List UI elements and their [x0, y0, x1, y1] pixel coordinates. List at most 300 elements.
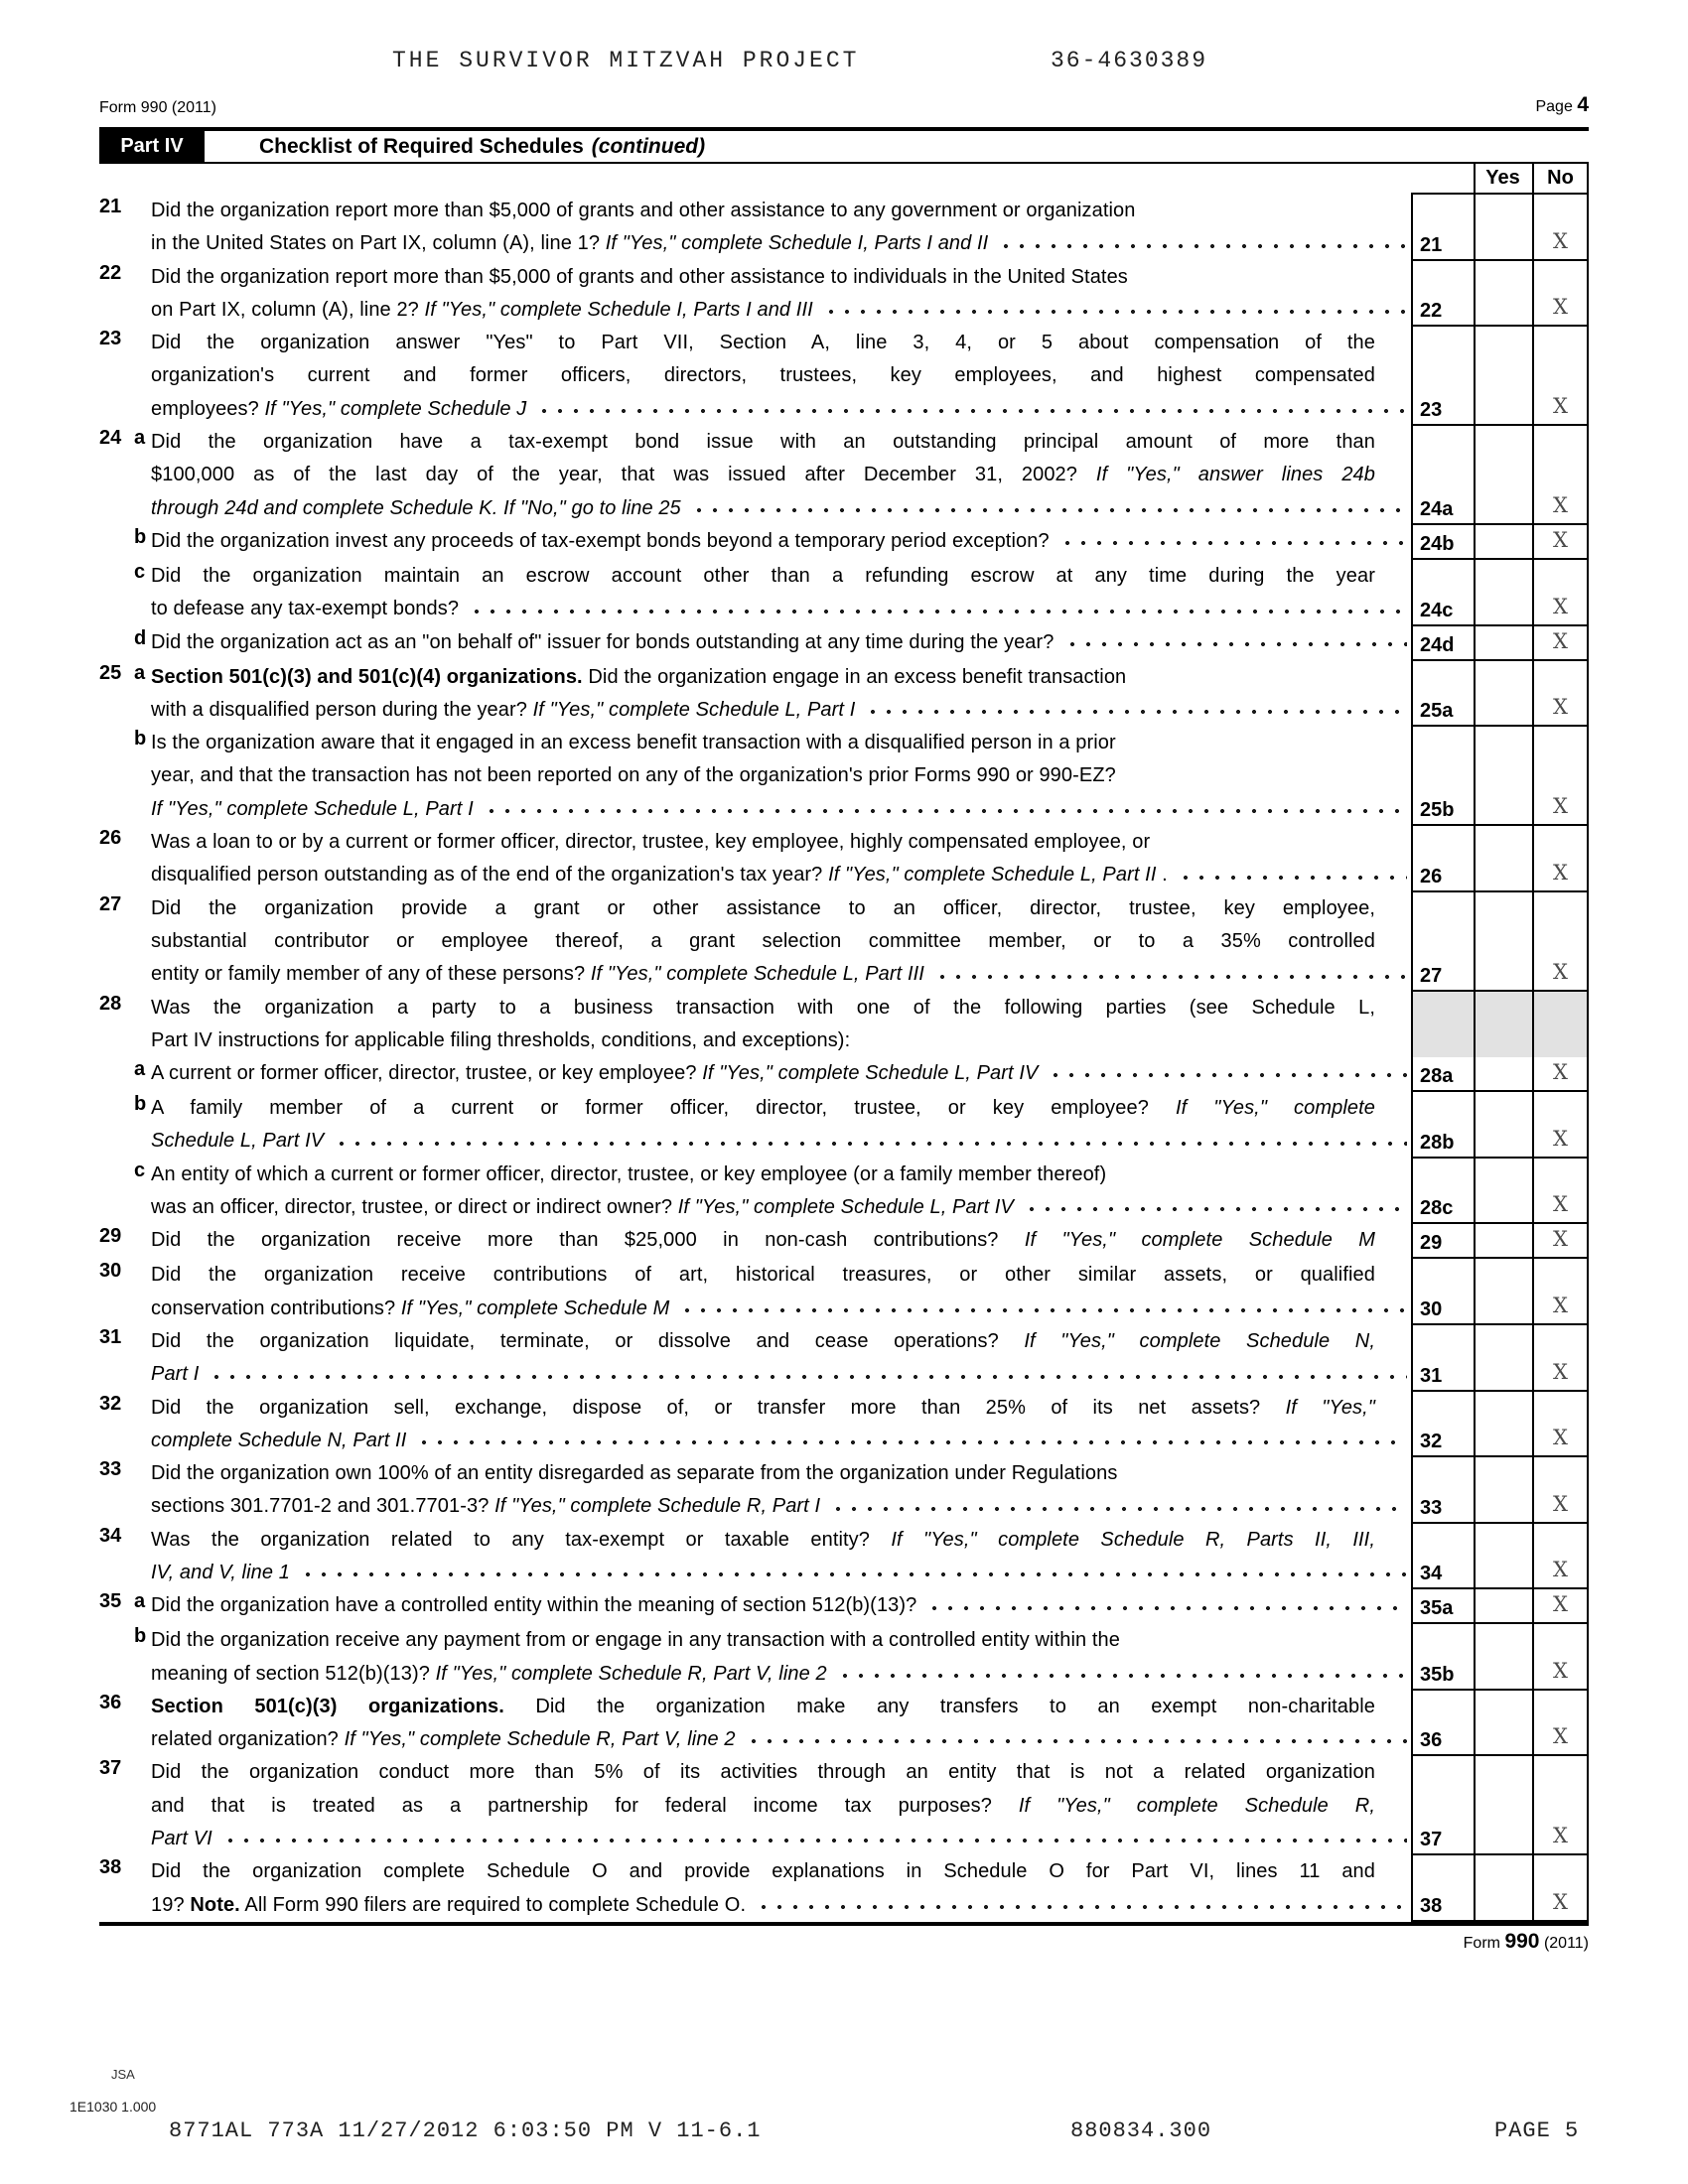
question-text-segment: If "Yes," complete Schedule L, Part III [590, 963, 924, 986]
no-answer-cell [1532, 1524, 1589, 1588]
dotted-leader [926, 1589, 1407, 1622]
yes-column-header: Yes [1485, 167, 1520, 189]
no-answer-cell [1532, 1691, 1589, 1755]
question-number [99, 1589, 151, 1624]
question-row [99, 1325, 1589, 1392]
line-number-box [1411, 1855, 1474, 1920]
question-text-segment: Part I [151, 1363, 200, 1386]
question-number-label [99, 1092, 134, 1159]
question-subletter [134, 327, 151, 426]
question-line [151, 759, 1411, 792]
no-answer-cell [1532, 1325, 1589, 1390]
line-number-box [1411, 1392, 1474, 1456]
no-column-header: No [1547, 167, 1574, 189]
dotted-leader [837, 1658, 1407, 1691]
dotted-leader [1178, 859, 1407, 891]
question-number-label [99, 1057, 134, 1092]
no-answer-cell [1532, 525, 1589, 558]
question-line [151, 1691, 1411, 1723]
question-number-label: 33 [99, 1458, 122, 1481]
question-text-segment: If "Yes," complete [1175, 1097, 1376, 1120]
line-number-label: 30 [1420, 1297, 1443, 1320]
question-number [99, 1057, 151, 1092]
question-line-text [151, 1425, 406, 1457]
question-subletter: a [134, 1058, 146, 1081]
question-number-label [99, 560, 134, 626]
question-line [151, 992, 1411, 1024]
answer-cells [1411, 560, 1589, 626]
question-subletter: c [134, 560, 146, 583]
question-row [99, 195, 1589, 261]
question-line [151, 1524, 1411, 1557]
question-line [151, 1624, 1411, 1657]
question-text-segment: Schedule L, Part IV [151, 1130, 325, 1153]
question-text-segment: was an officer, director, trustee, or direct or indirect owner? [151, 1196, 678, 1219]
no-mark: X [1553, 295, 1568, 320]
question-line [151, 261, 1411, 294]
part-iv-label: Part IV [99, 131, 205, 162]
line-number-box [1411, 1259, 1474, 1323]
answer-cells [1411, 1392, 1589, 1458]
question-subletter: a [134, 661, 146, 684]
run-id: 880834.300 [1070, 2118, 1212, 2143]
answer-cells [1411, 826, 1589, 892]
no-mark: X [1553, 527, 1568, 552]
question-number [99, 426, 151, 525]
question-line [151, 925, 1411, 958]
question-line [151, 859, 1411, 891]
dotted-leader [691, 492, 1407, 525]
dotted-leader [1024, 1191, 1407, 1224]
question-text-segment: . [1156, 864, 1168, 887]
no-mark: X [1553, 1192, 1568, 1217]
question-text-segment: sections 301.7701-2 and 301.7701-3? [151, 1495, 495, 1518]
line-number-box [1411, 1691, 1474, 1755]
column-divider-number [1411, 195, 1413, 1926]
question-number-label: 27 [99, 892, 122, 915]
question-line-text [151, 1293, 669, 1325]
no-mark: X [1553, 1824, 1568, 1848]
no-mark: X [1553, 695, 1568, 720]
table-right-border [1587, 162, 1589, 1926]
question-line-text [151, 1125, 324, 1158]
question-subletter: b [134, 1093, 147, 1116]
line-number-label: 21 [1420, 233, 1443, 256]
question-number-label [99, 1624, 134, 1691]
dotted-leader [1064, 626, 1408, 659]
header-bottom-border [1411, 193, 1589, 195]
question-number [99, 892, 151, 992]
question-row [99, 327, 1589, 426]
question-text-segment: Did the organization report more than $5,000 of grants and other assistance to any government or organization [151, 200, 1136, 221]
question-number [99, 1624, 151, 1691]
line-number-label: 25a [1420, 700, 1454, 723]
question-line-text [151, 958, 924, 991]
question-number [99, 826, 151, 892]
question-text [151, 1624, 1411, 1691]
question-text [151, 1259, 1411, 1325]
question-text [151, 1057, 1411, 1092]
question-row [99, 1259, 1589, 1325]
question-number [99, 1259, 151, 1325]
question-line [151, 1889, 1411, 1922]
question-text-segment: and that is treated as a partnership for federal income tax purposes? [151, 1794, 1019, 1817]
question-text-segment: to defease any tax-exempt bonds? [151, 598, 460, 620]
dotted-leader [830, 1490, 1407, 1523]
yes-answer-cell [1474, 426, 1532, 523]
line-number-label: 36 [1420, 1729, 1443, 1752]
question-text [151, 1589, 1411, 1624]
page-number-value: 4 [1577, 93, 1589, 116]
question-number-label: 28 [99, 992, 122, 1015]
question-row [99, 1457, 1589, 1524]
question-line [151, 694, 1411, 727]
question-text-segment: through 24d and complete Schedule K. If "No," go to line 25 [151, 496, 681, 519]
line-number-box [1411, 661, 1474, 726]
question-line [151, 1259, 1411, 1292]
question-line-text [151, 1823, 212, 1855]
question-text-segment: Did the organization receive more than $25,000 in non-cash contributions? [151, 1229, 1025, 1252]
question-text-segment: If "Yes," [1285, 1396, 1375, 1419]
question-text-segment: Did the organization sell, exchange, dispose of, or transfer more than 25% of its net assets? [151, 1396, 1286, 1419]
question-line-text [151, 525, 1050, 558]
question-number [99, 1457, 151, 1524]
line-number-box [1411, 195, 1474, 259]
no-answer-cell [1532, 992, 1589, 1058]
question-text [151, 1691, 1411, 1757]
question-line [151, 560, 1411, 593]
question-number [99, 525, 151, 560]
question-number-label: 37 [99, 1757, 122, 1780]
question-line [151, 626, 1411, 659]
question-subletter: c [134, 1159, 146, 1181]
question-row [99, 1392, 1589, 1458]
question-line-text [151, 626, 1055, 659]
questions-container [99, 195, 1589, 1926]
dotted-leader [823, 294, 1407, 327]
line-number-box [1411, 1057, 1474, 1090]
line-number-label: 34 [1420, 1563, 1443, 1585]
question-line [151, 227, 1411, 260]
question-text-segment: If "Yes," complete Schedule R, Part V, line 2 [344, 1728, 736, 1751]
line-number-label: 32 [1420, 1431, 1443, 1453]
line-number-label: 38 [1420, 1894, 1443, 1917]
line-number-box [1411, 626, 1474, 659]
question-text-segment: complete Schedule N, Part II [151, 1429, 407, 1451]
no-answer-cell [1532, 327, 1589, 424]
question-number [99, 626, 151, 661]
batch-line: 8771AL 773A 11/27/2012 6:03:50 PM V 11-6.1 [169, 2118, 762, 2143]
dotted-leader [484, 793, 1407, 826]
line-number-label: 24c [1420, 599, 1454, 621]
no-mark: X [1553, 1359, 1568, 1384]
question-text-segment: Did the organization have a tax-exempt bond issue with an outstanding principal amount of more than [151, 431, 1375, 454]
no-answer-cell [1532, 1855, 1589, 1920]
answer-cells [1411, 195, 1589, 261]
question-text-segment: Did the organization make any transfers to an exempt non-charitable [503, 1695, 1376, 1717]
no-mark: X [1553, 394, 1568, 419]
question-row [99, 560, 1589, 626]
column-divider-no [1532, 162, 1534, 1926]
yes-answer-cell [1474, 525, 1532, 558]
line-number-box [1411, 1589, 1474, 1622]
answer-cells [1411, 1457, 1589, 1524]
question-text-segment: If "Yes," complete Schedule M [1024, 1229, 1375, 1252]
question-number-label: 24 [99, 427, 122, 450]
answer-cells [1411, 626, 1589, 661]
question-number-label [99, 626, 134, 661]
part-title-continued: (continued) [591, 134, 706, 158]
question-text [151, 1524, 1411, 1590]
line-number-label: 27 [1420, 964, 1443, 987]
question-text-segment: Did the organization engage in an excess benefit transaction [582, 665, 1127, 688]
line-number-label: 29 [1420, 1232, 1443, 1255]
no-answer-cell [1532, 195, 1589, 259]
question-number-label: 21 [99, 196, 122, 217]
no-mark: X [1553, 1126, 1568, 1151]
question-text [151, 992, 1411, 1058]
no-answer-cell [1532, 1457, 1589, 1522]
question-number [99, 1855, 151, 1922]
question-row [99, 1624, 1589, 1691]
question-line [151, 1224, 1411, 1257]
question-text-segment: Section 501(c)(3) and 501(c)(4) organizations. [151, 665, 583, 688]
question-text-segment: Did the organization act as an "on behalf of" issuer for bonds outstanding at any time during the year? [151, 630, 1055, 653]
question-text-segment: Did the organization have a controlled entity within the meaning of section 512(b)(13)? [151, 1594, 917, 1617]
question-line [151, 1723, 1411, 1756]
no-mark: X [1553, 228, 1568, 253]
footer-form-word: Form [1463, 1935, 1500, 1952]
question-number-label [99, 1159, 134, 1225]
question-text-segment: Part IV instructions for applicable filing thresholds, conditions, and exceptions): [151, 1028, 851, 1051]
question-text-segment: Was the organization related to any tax-exempt or taxable entity? [151, 1528, 892, 1551]
question-text [151, 560, 1411, 626]
line-number-label: 26 [1420, 865, 1443, 887]
question-text-segment: An entity of which a current or former officer, director, trustee, or key employee (or a family member thereof) [151, 1162, 1107, 1185]
line-number-box [1411, 1457, 1474, 1522]
yes-answer-cell [1474, 992, 1532, 1058]
yes-answer-cell [1474, 1589, 1532, 1622]
question-line-text [151, 793, 474, 826]
part-title-text: Checklist of Required Schedules [259, 134, 584, 158]
question-line [151, 393, 1411, 426]
question-line [151, 593, 1411, 625]
question-number-label: 32 [99, 1392, 122, 1415]
yes-answer-cell [1474, 195, 1532, 259]
line-number-label: 24d [1420, 633, 1455, 656]
question-text [151, 661, 1411, 728]
answer-cells [1411, 1224, 1589, 1259]
no-mark: X [1553, 1060, 1568, 1085]
question-line [151, 1191, 1411, 1224]
question-subletter [134, 195, 151, 261]
answer-cells [1411, 892, 1589, 992]
question-number-label [99, 525, 134, 560]
question-number [99, 1325, 151, 1392]
yes-answer-cell [1474, 1756, 1532, 1853]
question-line [151, 1325, 1411, 1358]
yes-answer-cell [1474, 826, 1532, 890]
dotted-leader [746, 1723, 1407, 1756]
yes-answer-cell [1474, 1057, 1532, 1090]
question-text-segment: If "Yes," complete Schedule R, Part V, line 2 [435, 1662, 827, 1685]
yes-answer-cell [1474, 892, 1532, 990]
answer-cells [1411, 261, 1589, 328]
question-line [151, 1658, 1411, 1691]
question-number [99, 1159, 151, 1225]
page-word: Page [1535, 98, 1573, 115]
question-line-text [151, 492, 681, 525]
question-row [99, 1691, 1589, 1757]
no-mark: X [1553, 1293, 1568, 1317]
question-line [151, 195, 1411, 227]
dotted-leader [536, 393, 1407, 426]
question-number [99, 661, 151, 728]
answer-cells [1411, 661, 1589, 728]
question-text [151, 1392, 1411, 1458]
no-mark: X [1553, 794, 1568, 819]
answer-cells [1411, 1092, 1589, 1159]
question-row [99, 826, 1589, 892]
no-mark: X [1553, 860, 1568, 885]
line-number-label: 24b [1420, 532, 1455, 555]
question-line [151, 1425, 1411, 1457]
line-number-box [1411, 560, 1474, 624]
checklist-table [99, 162, 1589, 1926]
question-number [99, 1392, 151, 1458]
question-text-segment: If "Yes," complete Schedule R, Part I [494, 1495, 821, 1518]
question-text-segment: in the United States on Part IX, column (A), line 1? [151, 232, 606, 255]
answer-cells [1411, 1259, 1589, 1325]
question-subletter [134, 1855, 151, 1922]
question-subletter [134, 892, 151, 992]
question-line [151, 359, 1411, 392]
yes-answer-cell [1474, 626, 1532, 659]
question-text-segment: A family member of a current or former officer, director, trustee, or key employee? [151, 1097, 1176, 1120]
dotted-leader [998, 227, 1407, 260]
question-row [99, 661, 1589, 728]
ein-number: 36-4630389 [1051, 48, 1208, 73]
line-number-box [1411, 327, 1474, 424]
no-answer-cell [1532, 261, 1589, 326]
question-line [151, 1358, 1411, 1391]
no-answer-cell [1532, 626, 1589, 659]
question-subletter: b [134, 728, 147, 751]
question-text-segment: Did the organization complete Schedule O and provide explanations in Schedule O for Part VI, lines 11 and [151, 1860, 1375, 1883]
line-number-box [1411, 1524, 1474, 1588]
no-mark: X [1553, 1658, 1568, 1683]
question-line [151, 525, 1411, 558]
yes-answer-cell [1474, 1325, 1532, 1390]
footer-form-year: (2011) [1543, 1935, 1589, 1952]
question-row [99, 1159, 1589, 1225]
answer-cells [1411, 426, 1589, 525]
question-text [151, 525, 1411, 560]
footer-form-number: 990 [1504, 1930, 1540, 1953]
dotted-leader [1048, 1057, 1407, 1090]
question-text [151, 195, 1411, 261]
question-text-segment: If "Yes," complete Schedule N, [1024, 1329, 1375, 1352]
question-line [151, 1823, 1411, 1855]
yes-answer-cell [1474, 1855, 1532, 1920]
dotted-leader [416, 1425, 1407, 1457]
question-text-segment: If "Yes," complete Schedule M [400, 1297, 670, 1319]
dotted-leader [865, 694, 1407, 727]
question-number [99, 1224, 151, 1259]
line-number-label: 35b [1420, 1663, 1455, 1686]
no-mark: X [1553, 1558, 1568, 1582]
question-number-label: 30 [99, 1260, 122, 1283]
yes-answer-cell [1474, 1691, 1532, 1755]
question-text-segment: Did the organization liquidate, terminate, or dissolve and cease operations? [151, 1329, 1025, 1352]
question-line [151, 958, 1411, 991]
question-text-segment: Was a loan to or by a current or former officer, director, trustee, key employee, highly compensated employee, or [151, 831, 1151, 854]
yes-answer-cell [1474, 727, 1532, 824]
question-number [99, 195, 151, 261]
question-number [99, 1756, 151, 1855]
answer-cells [1411, 327, 1589, 426]
question-text [151, 1159, 1411, 1225]
no-mark: X [1553, 959, 1568, 984]
answer-cells [1411, 1057, 1589, 1092]
dotted-leader [222, 1823, 1407, 1855]
question-text-segment: If "Yes," complete Schedule I, Parts I and III [424, 298, 813, 321]
question-text-segment: year, and that the transaction has not been reported on any of the organization's prior Forms 990 or 990-EZ? [151, 764, 1116, 787]
answer-cells [1411, 1756, 1589, 1855]
question-text-segment: Did the organization maintain an escrow account other than a refunding escrow at any time during the year [151, 564, 1375, 587]
question-text [151, 727, 1411, 826]
question-line-text [151, 859, 1168, 891]
question-line [151, 294, 1411, 327]
dotted-leader [209, 1358, 1407, 1391]
line-number-label: 33 [1420, 1496, 1443, 1519]
question-row [99, 892, 1589, 992]
yes-answer-cell [1474, 1457, 1532, 1522]
answer-cells [1411, 727, 1589, 826]
question-text-segment: If "Yes," complete Schedule L, Part I [532, 698, 856, 721]
question-row [99, 1057, 1589, 1092]
dotted-leader [1059, 525, 1407, 558]
footer-page-number: PAGE 5 [1494, 2118, 1580, 2143]
no-answer-cell [1532, 661, 1589, 726]
line-number-box [1411, 1159, 1474, 1223]
question-line [151, 1756, 1411, 1789]
question-number [99, 992, 151, 1058]
question-text-segment: If "Yes," complete Schedule R, Parts II, III, [891, 1528, 1375, 1551]
question-line [151, 327, 1411, 359]
question-number [99, 1524, 151, 1590]
line-number-label: 22 [1420, 300, 1443, 323]
question-number-label [99, 727, 134, 826]
question-line [151, 492, 1411, 525]
yes-answer-cell [1474, 1224, 1532, 1257]
no-answer-cell [1532, 1589, 1589, 1622]
answer-cells [1411, 992, 1589, 1058]
question-line [151, 1125, 1411, 1158]
line-number-box [1411, 525, 1474, 558]
question-line [151, 426, 1411, 459]
line-number-box [1411, 826, 1474, 890]
question-text-segment: Note. [190, 1893, 240, 1916]
question-number [99, 327, 151, 426]
print-code: 1E1030 1.000 [70, 2099, 157, 2115]
question-line-text [151, 593, 459, 625]
question-subletter [134, 1259, 151, 1325]
line-number-label: 25b [1420, 799, 1455, 822]
question-subletter: d [134, 626, 147, 649]
question-row [99, 1092, 1589, 1159]
question-text-segment: 19? [151, 1893, 191, 1916]
